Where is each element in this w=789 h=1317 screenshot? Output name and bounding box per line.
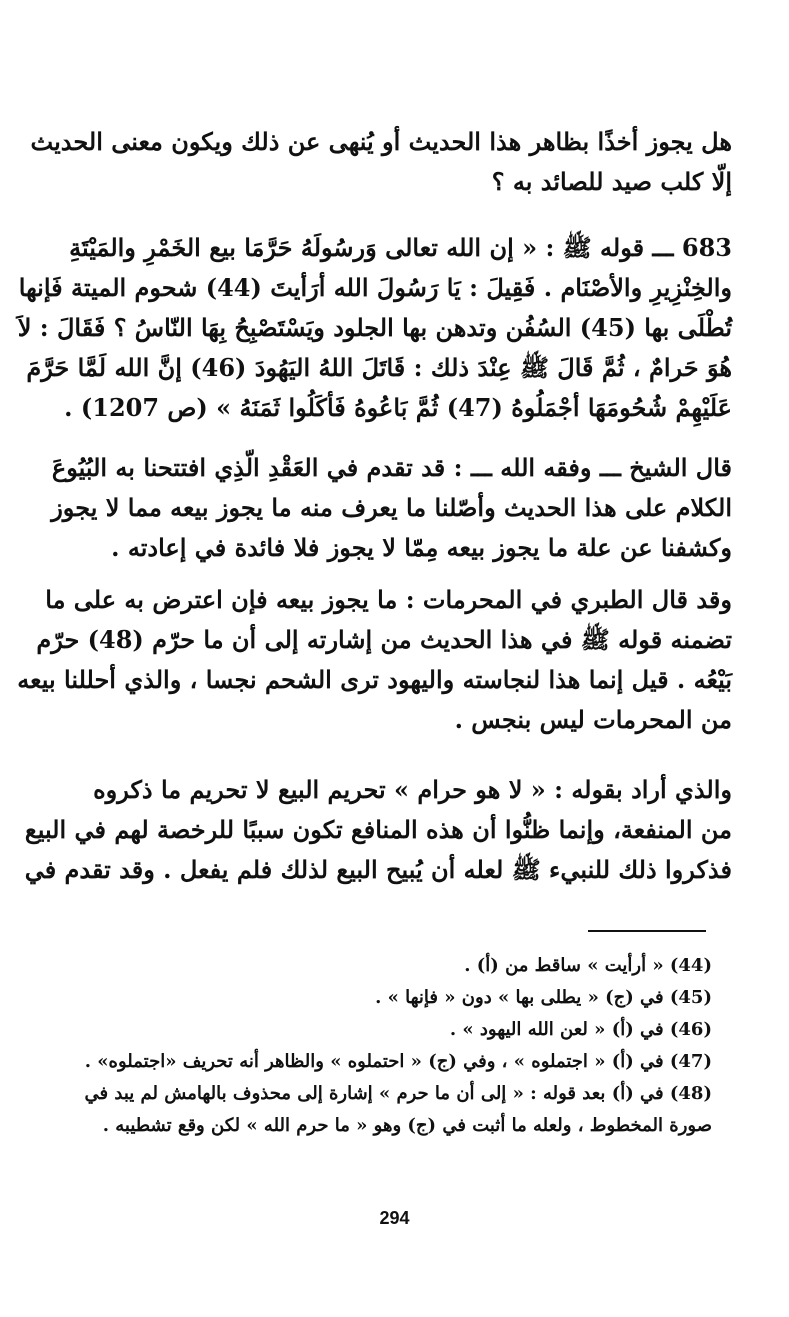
- footnote-47: (47) في (أ) « اجتملوه » ، وفي (ج) « احتملوه » والظاهر أنه تحريف «اجتملوه» .: [84, 1051, 712, 1072]
- text-line: من المنفعة، وإنما ظنُّوا أن هذه المنافع تكون سببًا للرخصة لهم في البيع: [24, 815, 732, 844]
- footnote-44: (44) « أرأيت » ساقط من (أ) .: [464, 955, 712, 976]
- text-line: وكشفنا عن علة ما يجوز بيعه مِمّا لا يجوز فلا فائدة في إعادته .: [111, 533, 732, 562]
- text-line: هُوَ حَرامٌ ، ثُمَّ قَالَ ﷺ عِنْدَ ذلك : قَاتَلَ اللهُ اليَهُودَ (46) إنَّ الله لَمَّا حَرَّمَ: [26, 353, 732, 382]
- footnote-48-continued: صورة المخطوط ، ولعله ما أثبت في (ج) وهو « ما حرم الله » لكن وقع تشطيبه .: [102, 1115, 712, 1136]
- text-line: وقد قال الطبري في المحرمات : ما يجوز بيعه فإن اعترض به على ما: [45, 585, 732, 614]
- paragraph-tabari: [17, 580, 732, 740]
- text-line: تضمنه قوله ﷺ في هذا الحديث من إشارته إلى أن ما حرّم (48) حرّم: [36, 625, 732, 654]
- text-line: قال الشيخ ـــ وفقه الله ـــ : قد تقدم في العَقْدِ الّذِي افتتحنا به البُيُوعَ: [51, 453, 732, 482]
- footnote-48: (48) في (أ) بعد قوله : « إلى أن ما حرم » إشارة إلى محذوف بالهامش لم يبد في: [84, 1083, 712, 1104]
- text-line: إلّا كلب صيد للصائد به ؟: [491, 167, 732, 196]
- footnote-45: (45) في (ج) « يطلى بها » دون « فإنها » .: [375, 987, 712, 1008]
- text-line: الكلام على هذا الحديث وأصّلنا ما يعرف منه ما يجوز بيعه مما لا يجوز: [51, 493, 732, 522]
- paragraph-sheikh: [51, 448, 732, 568]
- page-number: 294: [379, 1208, 410, 1228]
- text-line: بَيْعُه . قيل إنما هذا لنجاسته واليهود ترى الشحم نجسا ، والذي أحللنا بيعه: [17, 665, 732, 694]
- text-line: والخِنْزِيرِ والأصْنَام . فَقِيلَ : يَا رَسُولَ الله أرَأيتَ (44) شحوم الميتة فَإنها: [18, 273, 732, 302]
- footnote-46: (46) في (أ) « لعن الله اليهود » .: [449, 1019, 712, 1040]
- hadith-683: [17, 228, 732, 428]
- text-line: من المحرمات ليس بنجس .: [454, 705, 732, 734]
- paragraph-explanation: [24, 770, 732, 890]
- paragraph-intro: [30, 122, 732, 202]
- text-line: تُطْلَى بها (45) السُفُن وتدهن بها الجلود ويَسْتَصْبِحُ بِهَا النّاسُ ؟ فَقَالَ : لاَ: [17, 313, 732, 342]
- text-line: هل يجوز أخذًا بظاهر هذا الحديث أو يُنهى عن ذلك ويكون معنى الحديث: [30, 127, 732, 156]
- text-line: عَلَيْهِمْ شُحُومَهَا أجْمَلُوهُ (47) ثُمَّ بَاعُوهُ فَأكَلُوا ثَمَنَهُ » (ص 1207) .: [64, 393, 732, 422]
- text-line: فذكروا ذلك للنبيء ﷺ لعله أن يُبيح البيع لذلك فلم يفعل . وقد تقدم في: [24, 855, 732, 884]
- text-line: 683 ـــ قوله ﷺ : « إن الله تعالى وَرسُولَهُ حَرَّمَا بيع الخَمْرِ والمَيْتَةِ: [69, 233, 732, 262]
- footnote-separator: [588, 930, 706, 932]
- text-line: والذي أراد بقوله : « لا هو حرام » تحريم البيع لا تحريم ما ذكروه: [93, 775, 732, 804]
- footnotes: [52, 950, 712, 1142]
